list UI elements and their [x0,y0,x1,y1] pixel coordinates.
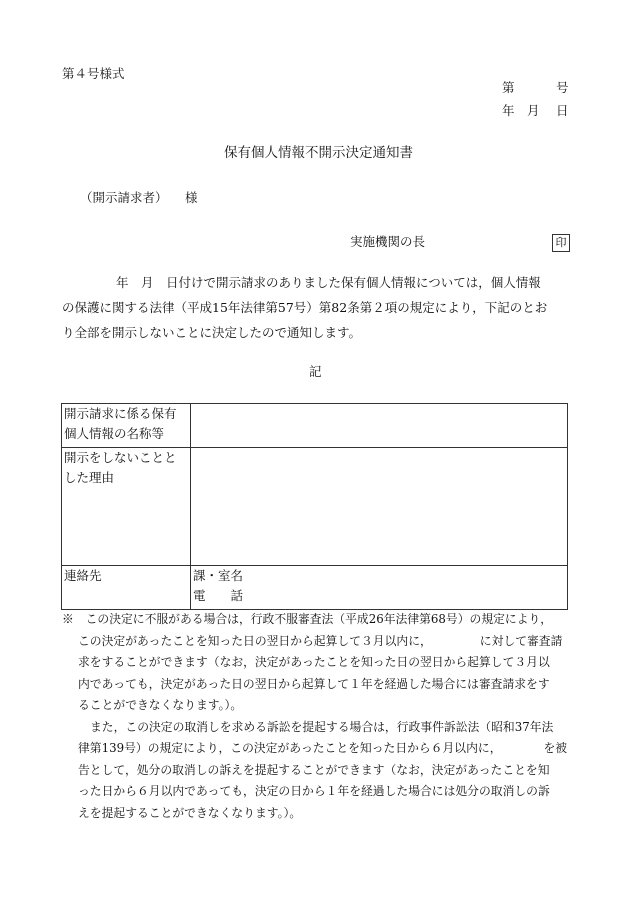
reason-label [62,448,191,566]
label-line: 開示請求に係る保有 [64,406,177,421]
seal-stamp: 印 [552,234,570,252]
note-line: ることができなくなります。）。 [78,698,243,712]
note-line: えを提起することができなくなります。）。 [78,805,302,820]
note-fragment: を被 [543,741,568,755]
note-line: ※ この決定に不服がある場合は，行政不服審査法（平成26年法律第68号）の規定により， [62,612,553,626]
label-line: 開示をしないことと [64,450,177,465]
contact-phone: 電 話 [193,588,244,603]
note-line: 告として，処分の取消しの訴えを提起することができます（なお，決定があったことを知 [78,762,550,777]
contact-label: 連絡先 [62,566,191,610]
details-table [61,403,568,610]
ki-heading: 記 [309,364,322,379]
sender-title: 実施機関の長 [350,234,426,249]
doc-number-prefix: 第 [502,80,515,95]
date-month: 月 [527,103,540,118]
table-row [62,566,568,610]
note-fragment: 律第139号）の規定により，この決定があったことを知った日から６月以内に， [78,741,502,755]
recipient-name: （開示請求者） [80,190,168,205]
label-line: 個人情報の名称等 [64,426,165,441]
note-line: った日から６月以内であっても，決定の日から１年を経過した場合には処分の取消しの訴 [78,784,550,798]
recipient-honorific: 様 [185,190,198,205]
table-row [62,404,568,448]
doc-number-suffix: 号 [556,80,569,95]
reason-value [191,448,568,566]
note-fragment: に対して審査請 [479,633,563,648]
note-line [62,738,572,760]
target-info-label [62,404,191,448]
table-row [62,448,568,566]
date-day: 日 [556,103,569,118]
note-fragment: この決定があったことを知った日の翌日から起算して３月以内に， [78,633,432,648]
note-line: 内であっても，決定があった日の翌日から起算して１年を経過した場合には審査請求をす [78,676,550,691]
form-number: 第４号様式 [62,66,125,81]
note-line [62,631,572,653]
note-line: 求をすることができます（なお，決定があったことを知った日の翌日から起算して３月以 [78,655,550,669]
note-line: また，この決定の取消しを求める訴訟を提起する場合は，行政事件訴訟法（昭和37年法 [90,719,554,734]
body-line: り全部を開示しないことに決定したので通知します。 [62,325,362,340]
label-line: した理由 [64,470,115,485]
contact-value [191,566,568,610]
document-title: 保有個人情報不開示決定通知書 [224,145,413,161]
date-year: 年 [502,103,515,118]
appeal-notes [62,609,572,824]
target-info-value [191,404,568,448]
notice-body [62,270,570,345]
body-line: 年 月 日付けで開示請求のありました保有個人情報については，個人情報 [116,275,541,290]
body-line: の保護に関する法律（平成15年法律第57号）第82条第２項の規定により，下記のとお [62,300,548,315]
contact-dept: 課・室名 [193,568,244,583]
